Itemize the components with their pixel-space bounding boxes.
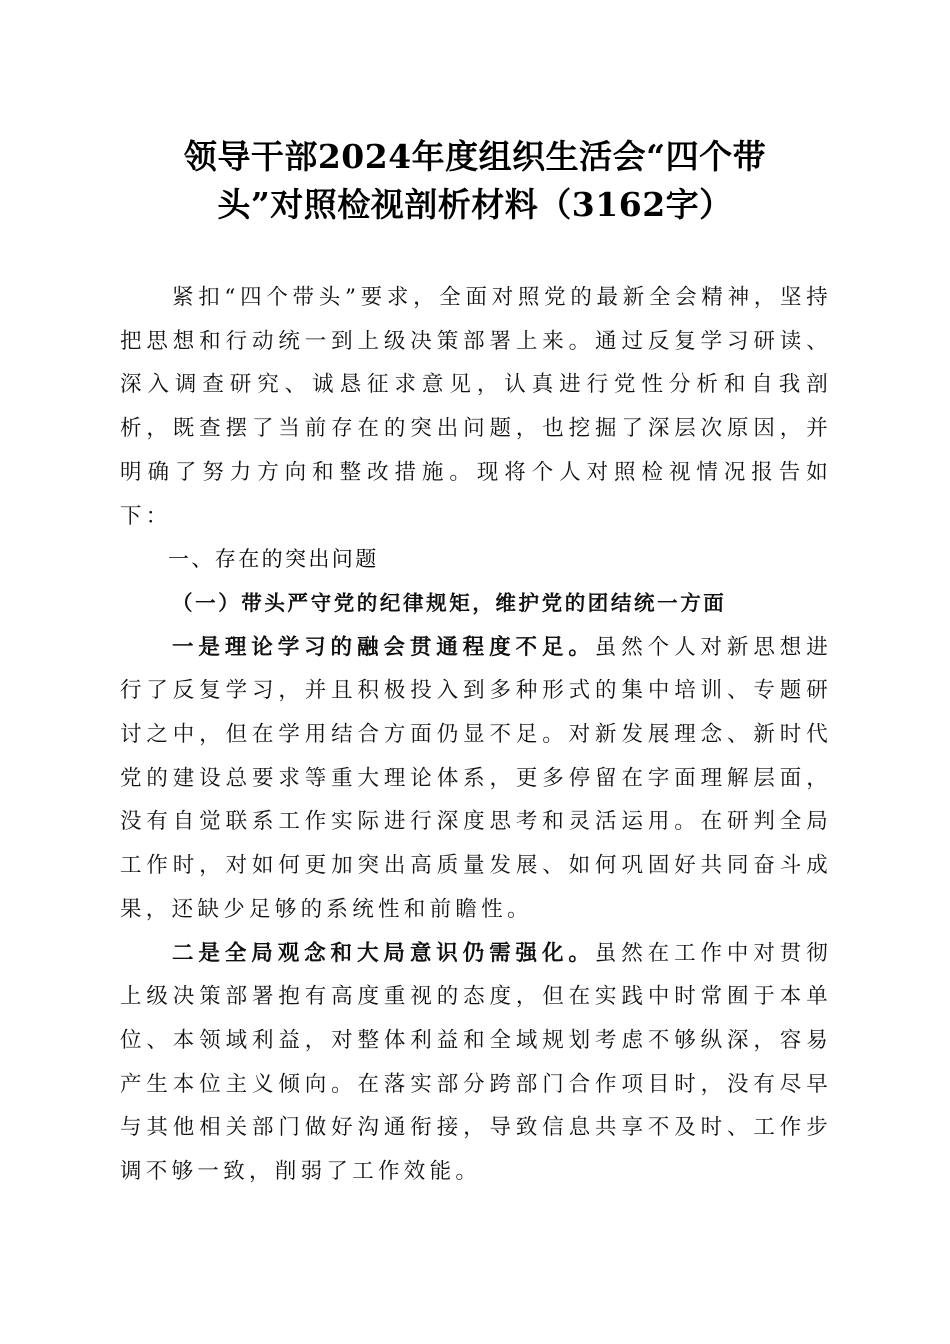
document-body [120, 276, 832, 1194]
item-paragraph-theory [120, 626, 832, 932]
intro-paragraph: 紧扣“四个带头”要求，全面对照党的最新全会精神，坚持把思想和行动统一到上级决策部署上来。通过反复学习研读、深入调查研究、诚恳征求意见，认真进行党性分析和自我剖析，既查摆了当前存在的突出问题，也挖掘了深层次原因，并明确了努力方向和整改措施。现将个人对照检视情况报告如下： [120, 285, 832, 529]
title-line-2: 头”对照检视剖析材料（3162字） [217, 185, 733, 224]
document-title [120, 133, 830, 229]
item-paragraph-overall [120, 932, 832, 1194]
item-lead-theory: 一是理论学习的融会贯通程度不足。 [172, 634, 595, 660]
subsection-heading-discipline: （一）带头严守党的纪律规矩，维护党的团结统一方面 [172, 590, 727, 615]
item-text-overall: 虽然在工作中对贯彻上级决策部署抱有高度重视的态度，但在实践中时常囿于本单位、本领域利益，对整体利益和全域规划考虑不够纵深，容易产生本位主义倾向。在落实部分跨部门合作项目时，没有尽早与其他相关部门做好沟通衔接，导致信息共享不及时、工作步调不够一致，削弱了工作效能。 [120, 940, 832, 1185]
section-heading-problems: 一、存在的突出问题 [168, 547, 379, 572]
item-lead-overall: 二是全局观念和大局意识仍需强化。 [172, 940, 595, 966]
item-text-theory: 虽然个人对新思想进行了反复学习，并且积极投入到多种形式的集中培训、专题研讨之中，但在学用结合方面仍显不足。对新发展理念、新时代党的建设总要求等重大理论体系，更多停留在字面理解层面，没有自觉联系工作实际进行深度思考和灵活运用。在研判全局工作时，对如何更加突出高质量发展、如何巩固好共同奋斗成果，还缺少足够的系统性和前瞻性。 [120, 634, 832, 922]
title-line-1: 领导干部2024年度组织生活会“四个带 [183, 137, 767, 176]
